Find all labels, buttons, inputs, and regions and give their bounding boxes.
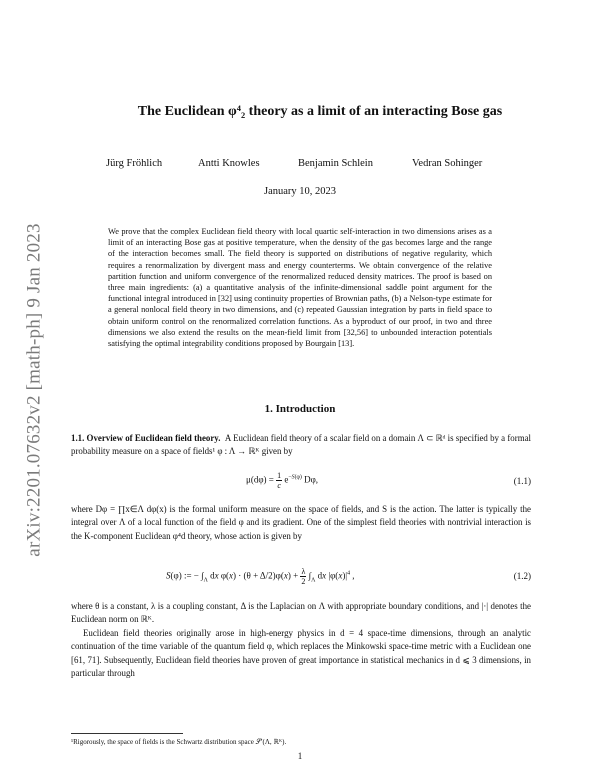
equation-1-2-formula: S(φ) := − $\int_\Lambda$ dx φ(x) · (θ + Δ/2)φ(x) + $\frac{\lambda}{2}$ $\int_\Lambda$ dx $|\varphi(x)|^4$ ,: [166, 567, 355, 586]
intro-paragraph-2: where Dφ = ∏x∈Λ dφ(x) is the formal uniform measure on the space of fields, and S is the action. The latter is typically the integral over Λ of a local function of the field φ and its gradient. One of the simplest field theories with nontrivial interaction is the K-component Euclidean φ⁴d theory, whose action is given by: [71, 504, 531, 541]
equation-1-2-label: (1.2): [513, 571, 531, 581]
paragraph-text: A Euclidean field theory of a scalar field on a domain Λ ⊂ ℝᵈ is specified by a formal probability measure on a space of fields¹ φ : Λ → ℝᴷ given by: [71, 433, 531, 457]
abstract: We prove that the complex Euclidean field theory with local quartic self-interaction in two dimensions arises as a limit of an interacting Bose gas at positive temperature, when the density of the gas becomes large and the range of the interaction becomes small. The field theory is supported on distributions of negative regularity, which requires a renormalization by divergent mass and energy counterterms. We obtain convergence of the relative partition function and uniform convergence of the renormalized reduced density matrices. The proof is based on three main ingredients: (a) a quantitative analysis of the infinite-dimensional saddle point argument for the functional integral introduced in [32] using continuity properties of Brownian paths, (b) a Nelson-type estimate for a general nonlocal field theory in two dimensions, and (c) repeated Gaussian integration by parts in field space to obtain uniform control on the renormalized correlation functions. As a byproduct of our proof, in two and three dimensions we also extend the results on the mean-field limit from [32,56] to unbounded interaction potentials satisfying the optimal integrability conditions proposed by Bourgain [13].: [108, 227, 492, 349]
author-4: Vedran Sohinger: [412, 158, 483, 169]
equation-1-1-label: (1.1): [513, 476, 531, 486]
paper-title: The Euclidean φ⁴₂ theory as a limit of an interacting Bose gas: [137, 104, 503, 119]
footnote: ¹Rigorously, the space of fields is the Schwartz distribution space 𝒮′(Λ, ℝᴷ).: [71, 738, 287, 746]
equation-1-2: [71, 561, 531, 595]
subsection-title: 1.1. Overview of Euclidean field theory.: [71, 433, 221, 443]
footnote-divider: [71, 733, 183, 734]
paper-date: January 10, 2023: [263, 186, 337, 197]
equation-1-1: [71, 467, 531, 497]
author-1: Jürg Fröhlich: [106, 158, 163, 169]
intro-paragraph-4: Euclidean field theories originally arose in high-energy physics in d = 4 space-time dimensions, through an analytic continuation of the time variable of the quantum field φ, which replaces the Minkowski space-time metric with a Euclidean one [61, 71]. Subsequently, Euclidean field theories have proven of great importance in statistical mechanics in d ⩽ 3 dimensions, in particular through: [71, 628, 531, 679]
equation-1-1-formula: μ(dφ) = $\frac{1}{c}$ $e^{-S(\varphi)}$ Dφ,: [246, 471, 319, 490]
page-number: 1: [297, 751, 303, 761]
section-heading: 1. Introduction: [264, 403, 336, 415]
intro-paragraph-1: [71, 432, 531, 459]
arxiv-id-text: arXiv:2201.07632v2 [math-ph] 9 Jan 2023: [24, 223, 46, 557]
author-3: Benjamin Schlein: [298, 158, 373, 169]
arxiv-identifier: [25, 205, 45, 575]
intro-paragraph-3: where θ is a constant, λ is a coupling constant, Δ is the Laplacian on Λ with appropriate boundary conditions, and |·| denotes the Euclidean norm on ℝᴷ.: [71, 601, 531, 625]
author-2: Antti Knowles: [198, 158, 260, 169]
